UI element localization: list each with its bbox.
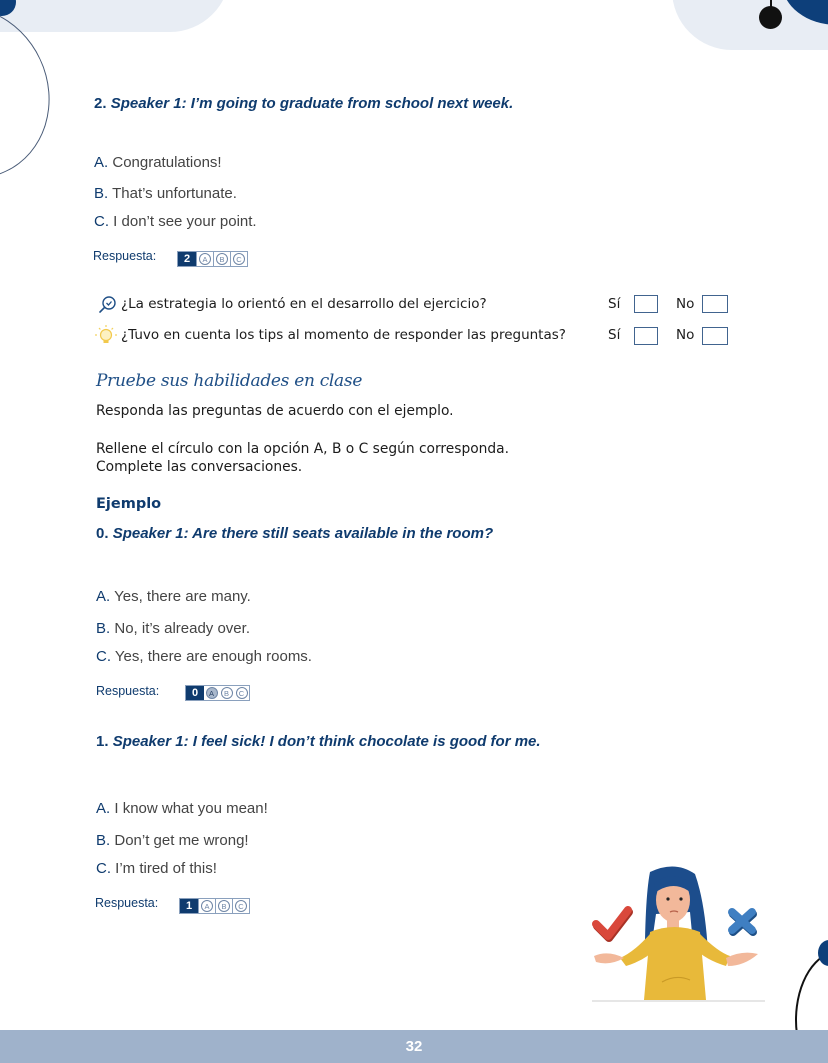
bubble-c[interactable]: C: [234, 686, 249, 700]
answer-label: Respuesta:: [93, 249, 157, 263]
question-text: Speaker 1: I feel sick! I don’t think chocolate is good for me.: [112, 733, 541, 750]
option-letter: B.: [94, 185, 109, 202]
no-checkbox[interactable]: [702, 295, 728, 313]
example-label: Ejemplo: [96, 496, 162, 512]
cross-mark-icon: [732, 912, 753, 932]
shrugging-woman-illustration: [590, 862, 770, 1007]
bubble-b[interactable]: B: [219, 686, 234, 700]
option-text: Yes, there are enough rooms.: [114, 648, 312, 665]
bubble-c[interactable]: C: [232, 899, 249, 913]
page-footer: [0, 1030, 828, 1063]
section-title: Pruebe sus habilidades en clase: [96, 371, 363, 391]
question-number: 0.: [96, 525, 109, 542]
yes-checkbox[interactable]: [634, 295, 658, 313]
no-checkbox[interactable]: [702, 327, 728, 345]
question-0-option-a: [96, 588, 251, 605]
question-1-prompt: [96, 733, 541, 750]
survey-question: ¿La estrategia lo orientó en el desarrollo del ejercicio?: [121, 296, 487, 312]
no-label: No: [676, 327, 695, 343]
question-1-option-c: [96, 860, 217, 877]
answer-sheet-number: 2: [178, 252, 196, 266]
option-text: That’s unfortunate.: [112, 185, 237, 202]
yes-checkbox[interactable]: [634, 327, 658, 345]
option-text: Congratulations!: [112, 154, 222, 171]
question-0-prompt: [96, 525, 493, 542]
survey-row-tips: [94, 324, 734, 346]
yes-label: Sí: [608, 296, 621, 312]
answer-sheet-q0: [185, 685, 250, 701]
option-text: No, it’s already over.: [114, 620, 250, 637]
question-2-option-b: [94, 185, 237, 202]
option-letter: C.: [96, 648, 111, 665]
question-1-option-b: [96, 832, 249, 849]
answer-label: Respuesta:: [96, 684, 160, 698]
question-2-prompt: [94, 95, 513, 112]
question-0-option-c: [96, 648, 312, 665]
decorative-top-right-dot: [759, 6, 782, 29]
answer-sheet-q2: [177, 251, 248, 267]
check-mark-icon: [596, 910, 629, 938]
lightbulb-icon: [94, 325, 118, 345]
option-text: Yes, there are many.: [114, 588, 251, 605]
question-2-option-c: [94, 213, 257, 230]
yes-label: Sí: [608, 327, 621, 343]
bubble-a[interactable]: A: [198, 899, 215, 913]
option-letter: A.: [96, 800, 111, 817]
question-text: Speaker 1: Are there still seats available in the room?: [112, 525, 494, 542]
option-letter: A.: [94, 154, 109, 171]
option-letter: B.: [96, 620, 111, 637]
option-text: I know what you mean!: [114, 800, 268, 817]
answer-sheet-number: 1: [180, 899, 198, 913]
survey-question: ¿Tuvo en cuenta los tips al momento de responder las preguntas?: [121, 327, 566, 343]
question-1-option-a: [96, 800, 268, 817]
question-text: Speaker 1: I’m going to graduate from school next week.: [110, 95, 514, 112]
option-text: Don’t get me wrong!: [114, 832, 249, 849]
option-text: I don’t see your point.: [113, 213, 257, 230]
page-number: 32: [405, 1038, 423, 1055]
option-letter: C.: [96, 860, 111, 877]
option-text: I’m tired of this!: [115, 860, 217, 877]
option-letter: B.: [96, 832, 111, 849]
instruction-respond: Responda las preguntas de acuerdo con el ejemplo.: [96, 403, 454, 419]
survey-row-strategy: [98, 293, 738, 315]
answer-sheet-number: 0: [186, 686, 204, 700]
option-letter: C.: [94, 213, 109, 230]
question-number: 2.: [94, 95, 107, 112]
bubble-b[interactable]: B: [215, 899, 232, 913]
decorative-top-left-shape: [0, 0, 230, 32]
option-letter: A.: [96, 588, 111, 605]
answer-sheet-q1: [179, 898, 250, 914]
question-number: 1.: [96, 733, 109, 750]
bubble-a-filled[interactable]: A: [204, 686, 219, 700]
no-label: No: [676, 296, 695, 312]
question-0-option-b: [96, 620, 250, 637]
bubble-c[interactable]: C: [230, 252, 247, 266]
answer-label: Respuesta:: [95, 896, 159, 910]
bubble-b[interactable]: B: [213, 252, 230, 266]
bubble-a[interactable]: A: [196, 252, 213, 266]
question-2-option-a: [94, 154, 222, 171]
magnifier-check-icon: [98, 294, 118, 314]
instruction-fill-circle: Rellene el círculo con la opción A, B o C según corresponda.: [96, 441, 509, 457]
instruction-complete: Complete las conversaciones.: [96, 459, 303, 475]
